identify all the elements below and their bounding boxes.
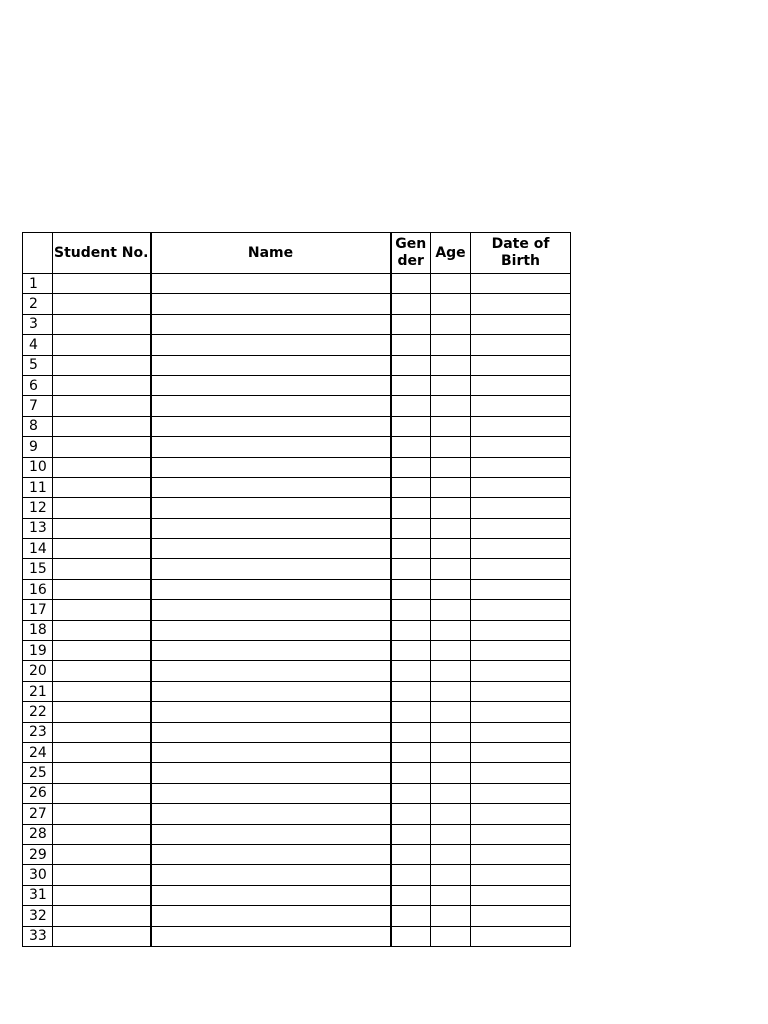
name-cell[interactable] [151,865,391,885]
student-no-cell[interactable] [53,396,151,416]
age-cell[interactable] [431,661,471,681]
student-no-cell[interactable] [53,294,151,314]
date-of-birth-cell[interactable] [471,906,571,926]
date-of-birth-cell[interactable] [471,579,571,599]
date-of-birth-cell[interactable] [471,641,571,661]
table-row [23,355,571,375]
student-no-cell[interactable] [53,416,151,436]
row-number: 9 [23,437,53,457]
row-number: 7 [23,396,53,416]
row-number: 19 [23,641,53,661]
age-cell[interactable] [431,702,471,722]
student-no-cell[interactable] [53,457,151,477]
table-row [23,559,571,579]
table-row [23,906,571,926]
student-no-cell[interactable] [53,600,151,620]
row-number: 12 [23,498,53,518]
gender-cell[interactable] [391,742,431,762]
table-row [23,274,571,294]
table-row [23,681,571,701]
date-of-birth-cell[interactable] [471,783,571,803]
date-of-birth-cell[interactable] [471,742,571,762]
table-row [23,641,571,661]
row-number: 27 [23,804,53,824]
student-no-cell[interactable] [53,375,151,395]
age-cell[interactable] [431,355,471,375]
table-row [23,396,571,416]
gender-cell[interactable] [391,702,431,722]
student-no-cell[interactable] [53,498,151,518]
name-cell[interactable] [151,355,391,375]
gender-cell[interactable] [391,518,431,538]
date-of-birth-cell[interactable] [471,600,571,620]
name-cell[interactable] [151,885,391,905]
gender-cell[interactable] [391,498,431,518]
student-no-cell[interactable] [53,865,151,885]
student-no-cell[interactable] [53,355,151,375]
student-no-cell[interactable] [53,783,151,803]
row-number: 1 [23,274,53,294]
row-number: 11 [23,477,53,497]
row-number: 15 [23,559,53,579]
table-row [23,804,571,824]
name-cell[interactable] [151,620,391,640]
gender-cell[interactable] [391,661,431,681]
date-of-birth-cell[interactable] [471,804,571,824]
row-number: 32 [23,906,53,926]
student-no-cell[interactable] [53,702,151,722]
table-row [23,722,571,742]
row-number: 21 [23,681,53,701]
date-of-birth-cell[interactable] [471,702,571,722]
age-cell[interactable] [431,294,471,314]
roster-body [23,274,571,947]
name-cell[interactable] [151,396,391,416]
student-no-cell[interactable] [53,763,151,783]
gender-cell[interactable] [391,641,431,661]
date-of-birth-cell[interactable] [471,416,571,436]
date-of-birth-cell[interactable] [471,763,571,783]
gender-cell[interactable] [391,416,431,436]
student-no-cell[interactable] [53,661,151,681]
row-number: 29 [23,844,53,864]
table-row [23,742,571,762]
row-number: 16 [23,579,53,599]
student-no-cell[interactable] [53,518,151,538]
date-of-birth-cell[interactable] [471,375,571,395]
name-cell[interactable] [151,906,391,926]
age-cell[interactable] [431,865,471,885]
row-number: 4 [23,335,53,355]
gender-cell[interactable] [391,437,431,457]
gender-cell[interactable] [391,681,431,701]
age-cell[interactable] [431,518,471,538]
row-number: 33 [23,926,53,946]
header-date-of-birth: Date of Birth [471,233,571,274]
age-cell[interactable] [431,824,471,844]
age-cell[interactable] [431,314,471,334]
row-number: 18 [23,620,53,640]
gender-cell[interactable] [391,763,431,783]
name-cell[interactable] [151,702,391,722]
table-row [23,824,571,844]
header-age: Age [431,233,471,274]
age-cell[interactable] [431,844,471,864]
name-cell[interactable] [151,926,391,946]
gender-cell[interactable] [391,477,431,497]
gender-cell[interactable] [391,804,431,824]
table-row [23,600,571,620]
student-no-cell[interactable] [53,906,151,926]
row-number: 26 [23,783,53,803]
table-row [23,865,571,885]
name-cell[interactable] [151,661,391,681]
date-of-birth-cell[interactable] [471,885,571,905]
row-number: 10 [23,457,53,477]
row-number: 8 [23,416,53,436]
gender-cell[interactable] [391,783,431,803]
date-of-birth-cell[interactable] [471,314,571,334]
date-of-birth-cell[interactable] [471,355,571,375]
name-cell[interactable] [151,294,391,314]
name-cell[interactable] [151,742,391,762]
table-row [23,702,571,722]
header-name: Name [151,233,391,274]
name-cell[interactable] [151,763,391,783]
gender-cell[interactable] [391,314,431,334]
date-of-birth-cell[interactable] [471,926,571,946]
table-row [23,926,571,946]
date-of-birth-cell[interactable] [471,457,571,477]
gender-cell[interactable] [391,722,431,742]
table-row [23,294,571,314]
header-number [23,233,53,274]
date-of-birth-cell[interactable] [471,274,571,294]
name-cell[interactable] [151,518,391,538]
student-no-cell[interactable] [53,844,151,864]
name-cell[interactable] [151,844,391,864]
student-no-cell[interactable] [53,926,151,946]
date-of-birth-cell[interactable] [471,498,571,518]
age-cell[interactable] [431,539,471,559]
name-cell[interactable] [151,804,391,824]
student-no-cell[interactable] [53,641,151,661]
name-cell[interactable] [151,579,391,599]
age-cell[interactable] [431,906,471,926]
age-cell[interactable] [431,600,471,620]
table-row [23,314,571,334]
date-of-birth-cell[interactable] [471,559,571,579]
row-number: 23 [23,722,53,742]
date-of-birth-cell[interactable] [471,518,571,538]
student-no-cell[interactable] [53,579,151,599]
age-cell[interactable] [431,416,471,436]
table-row [23,416,571,436]
gender-cell[interactable] [391,844,431,864]
student-no-cell[interactable] [53,824,151,844]
gender-cell[interactable] [391,865,431,885]
student-no-cell[interactable] [53,885,151,905]
gender-cell[interactable] [391,335,431,355]
age-cell[interactable] [431,498,471,518]
student-no-cell[interactable] [53,804,151,824]
age-cell[interactable] [431,375,471,395]
header-row [23,233,571,274]
gender-cell[interactable] [391,274,431,294]
table-row [23,661,571,681]
gender-cell[interactable] [391,906,431,926]
student-roster-table [22,232,571,947]
student-no-cell[interactable] [53,722,151,742]
name-cell[interactable] [151,416,391,436]
age-cell[interactable] [431,804,471,824]
name-cell[interactable] [151,375,391,395]
name-cell[interactable] [151,641,391,661]
date-of-birth-cell[interactable] [471,661,571,681]
name-cell[interactable] [151,722,391,742]
gender-cell[interactable] [391,579,431,599]
table-row [23,437,571,457]
student-no-cell[interactable] [53,274,151,294]
date-of-birth-cell[interactable] [471,539,571,559]
table-row [23,477,571,497]
age-cell[interactable] [431,742,471,762]
name-cell[interactable] [151,539,391,559]
age-cell[interactable] [431,274,471,294]
table-row [23,620,571,640]
date-of-birth-cell[interactable] [471,396,571,416]
name-cell[interactable] [151,824,391,844]
row-number: 24 [23,742,53,762]
age-cell[interactable] [431,620,471,640]
date-of-birth-cell[interactable] [471,722,571,742]
name-cell[interactable] [151,437,391,457]
row-number: 2 [23,294,53,314]
age-cell[interactable] [431,681,471,701]
age-cell[interactable] [431,641,471,661]
row-number: 22 [23,702,53,722]
age-cell[interactable] [431,477,471,497]
table-row [23,498,571,518]
name-cell[interactable] [151,681,391,701]
row-number: 6 [23,375,53,395]
row-number: 14 [23,539,53,559]
student-no-cell[interactable] [53,335,151,355]
age-cell[interactable] [431,396,471,416]
name-cell[interactable] [151,477,391,497]
name-cell[interactable] [151,600,391,620]
table-row [23,783,571,803]
row-number: 31 [23,885,53,905]
student-roster-sheet [22,232,571,947]
gender-cell[interactable] [391,559,431,579]
age-cell[interactable] [431,722,471,742]
student-no-cell[interactable] [53,620,151,640]
date-of-birth-cell[interactable] [471,865,571,885]
student-no-cell[interactable] [53,681,151,701]
gender-cell[interactable] [391,294,431,314]
table-row [23,375,571,395]
table-row [23,844,571,864]
gender-cell[interactable] [391,396,431,416]
date-of-birth-cell[interactable] [471,335,571,355]
table-row [23,885,571,905]
age-cell[interactable] [431,457,471,477]
age-cell[interactable] [431,926,471,946]
row-number: 5 [23,355,53,375]
student-no-cell[interactable] [53,314,151,334]
name-cell[interactable] [151,335,391,355]
name-cell[interactable] [151,274,391,294]
table-row [23,335,571,355]
table-row [23,457,571,477]
gender-cell[interactable] [391,620,431,640]
date-of-birth-cell[interactable] [471,824,571,844]
age-cell[interactable] [431,437,471,457]
row-number: 30 [23,865,53,885]
row-number: 25 [23,763,53,783]
name-cell[interactable] [151,783,391,803]
date-of-birth-cell[interactable] [471,294,571,314]
gender-cell[interactable] [391,539,431,559]
date-of-birth-cell[interactable] [471,477,571,497]
date-of-birth-cell[interactable] [471,437,571,457]
name-cell[interactable] [151,559,391,579]
row-number: 20 [23,661,53,681]
student-no-cell[interactable] [53,559,151,579]
name-cell[interactable] [151,314,391,334]
row-number: 28 [23,824,53,844]
date-of-birth-cell[interactable] [471,620,571,640]
age-cell[interactable] [431,783,471,803]
gender-cell[interactable] [391,926,431,946]
header-student-no: Student No. [53,233,151,274]
table-row [23,579,571,599]
row-number: 3 [23,314,53,334]
student-no-cell[interactable] [53,742,151,762]
table-row [23,763,571,783]
age-cell[interactable] [431,885,471,905]
gender-cell[interactable] [391,457,431,477]
student-no-cell[interactable] [53,539,151,559]
gender-cell[interactable] [391,355,431,375]
name-cell[interactable] [151,457,391,477]
student-no-cell[interactable] [53,437,151,457]
age-cell[interactable] [431,335,471,355]
name-cell[interactable] [151,498,391,518]
date-of-birth-cell[interactable] [471,844,571,864]
age-cell[interactable] [431,763,471,783]
table-row [23,518,571,538]
gender-cell[interactable] [391,885,431,905]
age-cell[interactable] [431,559,471,579]
age-cell[interactable] [431,579,471,599]
date-of-birth-cell[interactable] [471,681,571,701]
table-row [23,539,571,559]
gender-cell[interactable] [391,375,431,395]
student-no-cell[interactable] [53,477,151,497]
gender-cell[interactable] [391,600,431,620]
row-number: 17 [23,600,53,620]
row-number: 13 [23,518,53,538]
header-gender: Gender [391,233,431,274]
gender-cell[interactable] [391,824,431,844]
